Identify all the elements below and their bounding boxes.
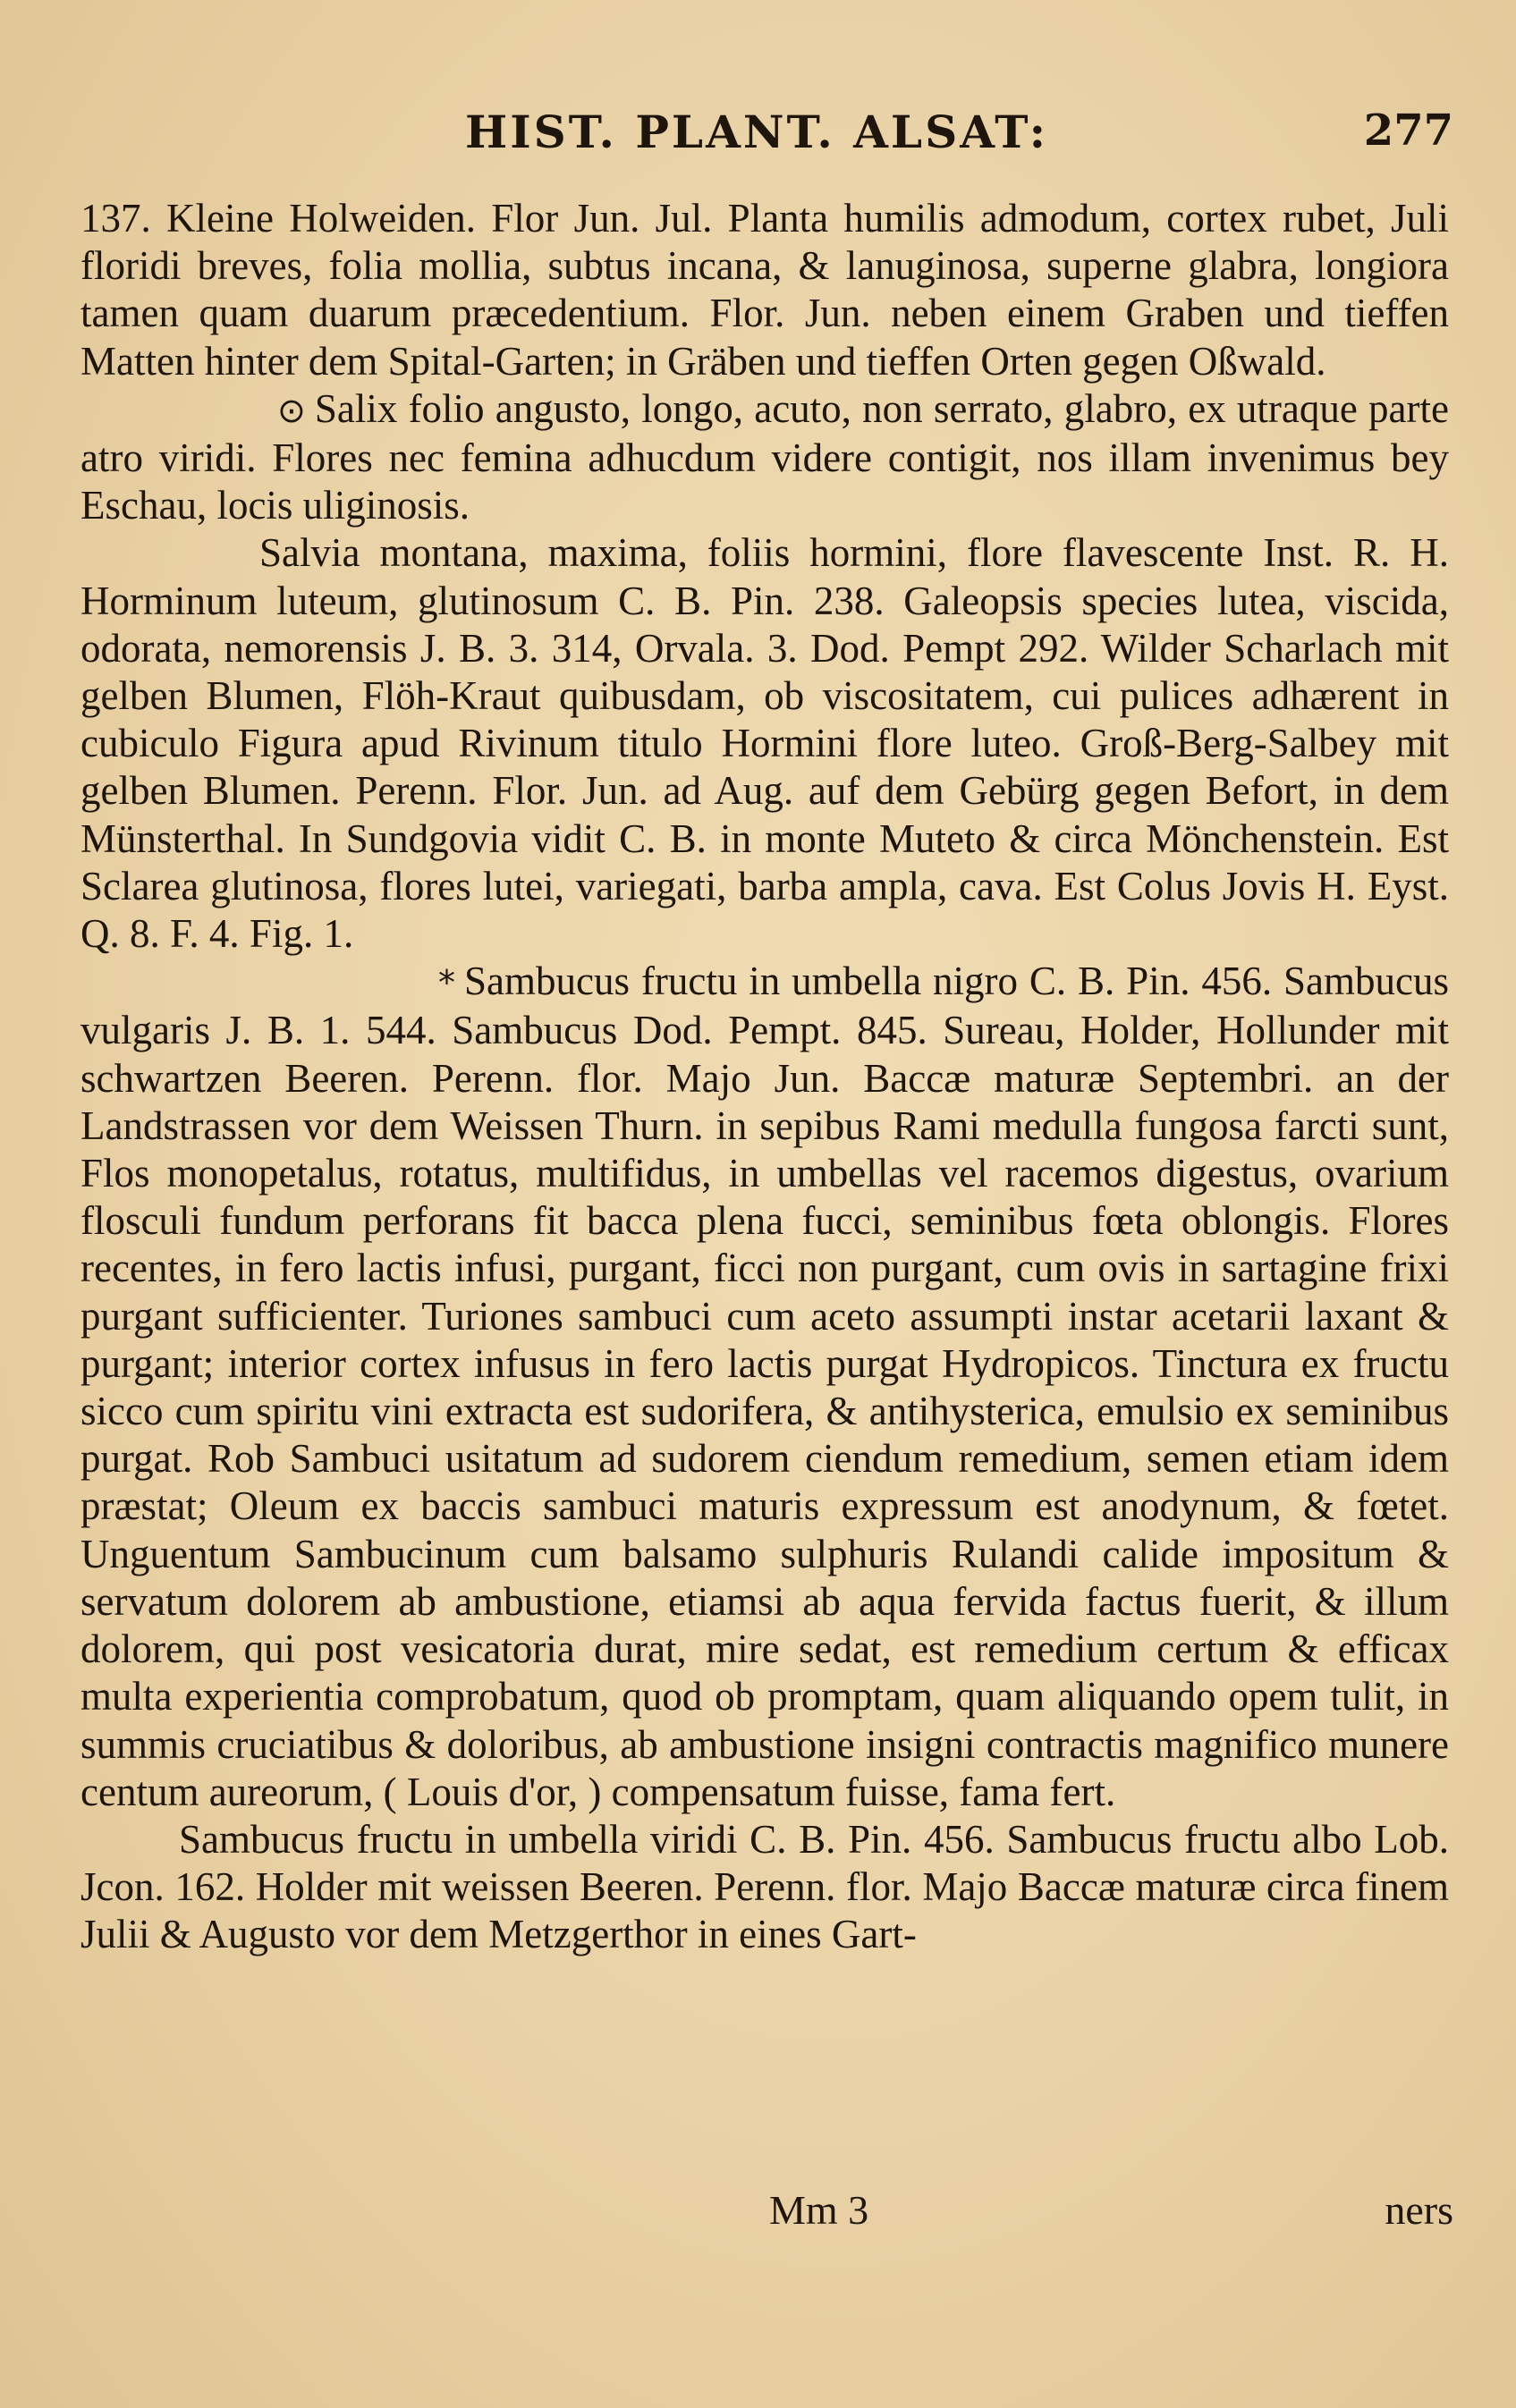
page-header-title: HIST. PLANT. ALSAT: <box>465 106 1049 158</box>
page-footer <box>80 2186 1453 2240</box>
entry-salix <box>80 385 1449 530</box>
signature-mark: Mm 3 <box>769 2187 869 2233</box>
entry-text: Sambucus fructu in umbella nigro C. B. Pin. 456. Sambucus vulgaris J. B. 1. 544. Sambucus Dod. Pempt. 845. Sureau, Holder, Hollunder mit schwartzen Beeren. Perenn. flor. Majo Jun. Baccæ maturæ Septembri. an der Landstrassen vor dem Weissen Thurn. in sepibus Rami medulla fungosa farcti sunt, Flos monopetalus, rotatus, multifidus, in umbellas vel racemos digestus, ovarium flosculi fundum perforans fit bacca plena fucci, seminibus fœta oblongis. Flores recentes, in fero lactis infusi, purgant, ficci non purgant, cum ovis in sartagine frixi purgant sufficienter. Turiones sambuci cum aceto assumpti instar acetarii laxant & purgant; interior cortex infusus in fero lactis purgat Hydropicos. Tinctura ex fructu sicco cum spiritu vini extracta est sudorifera, & antihysterica, emulsio ex seminibus purgat. Rob Sambuci usitatum ad sudorem ciendum remedium, semen etiam idem præstat; Oleum ex baccis sambuci maturis expressum est anodynum, & fœtet. Unguentum Sambucinum cum balsamo sulphuris Rulandi calide impositum & servatum dolorem ab ambustione, etiamsi ab aqua fervida factus fuerit, & illum dolorem, qui post vesicatoria durat, mire sedat, est remedium certum & efficax multa experientia comprobatum, quod ob promptam, quam aliquando opem tulit, in summis cruciatibus & doloribus, ab ambustione insigni contractis magnifico munere centum aureorum, ( Louis d'or, ) compensatum fuisse, fama fert. <box>80 959 1449 1814</box>
running-head <box>80 106 1453 168</box>
entry-salvia <box>80 529 1449 958</box>
entry-text: Salvia montana, maxima, foliis hormini, flore flavescente Inst. R. H. Horminum luteum, glutinosum C. B. Pin. 238. Galeopsis species lutea, viscida, odorata, nemorensis J. B. 3. 314, Orvala. 3. Dod. Pempt 292. Wilder Scharlach mit gelben Blumen, Flöh-Kraut quibusdam, ob viscositatem, cui pulices adhærent in cubiculo Figura apud Rivinum titulo Hormini flore luteo. Groß-Berg-Salbey mit gelben Blumen. Perenn. Flor. Jun. ad Aug. auf dem Gebürg gegen Befort, in dem Münsterthal. In Sundgovia vidit C. B. in monte Muteto & circa Mönchenstein. Est Sclarea glutinosa, flores lutei, variegati, barba ampla, cava. Est Colus Jovis H. Eyst. Q. 8. F. 4. Fig. 1. <box>80 530 1449 957</box>
entry-text: Salix folio angusto, longo, acuto, non serrato, glabro, ex utraque parte atro viridi. Flores nec femina adhucdum videre contigit, nos illam invenimus bey Eschau, locis uliginosis. <box>80 385 1449 528</box>
entry-kleine-holweiden <box>80 195 1449 385</box>
entry-sambucus-viridi <box>80 1816 1449 1959</box>
entry-text: Sambucus fructu in umbella viridi C. B. Pin. 456. Sambucus fructu albo Lob. Jcon. 162. Holder mit weissen Beeren. Perenn. flor. Majo Baccæ maturæ circa finem Julii & Augusto vor dem Metzgerthor in eines Gart- <box>80 1816 1449 1957</box>
body-text <box>80 195 1449 1959</box>
asterisk-icon: * <box>438 963 455 1003</box>
entry-sambucus-nigro <box>80 958 1449 1816</box>
page-number: 277 <box>1363 106 1453 156</box>
catchword: ners <box>1385 2187 1453 2233</box>
entry-text: 137. Kleine Holweiden. Flor Jun. Jul. Planta humilis admodum, cortex rubet, Juli floridi breves, folia mollia, subtus incana, & lanuginosa, superne glabra, longiora tamen quam duarum præcedentium. Flor. Jun. neben einem Graben und tieffen Matten hinter dem Spital-Garten; in Gräben und tieffen Orten gegen Oßwald. <box>80 196 1449 384</box>
circle-symbol-icon: ⊙ <box>277 390 306 430</box>
